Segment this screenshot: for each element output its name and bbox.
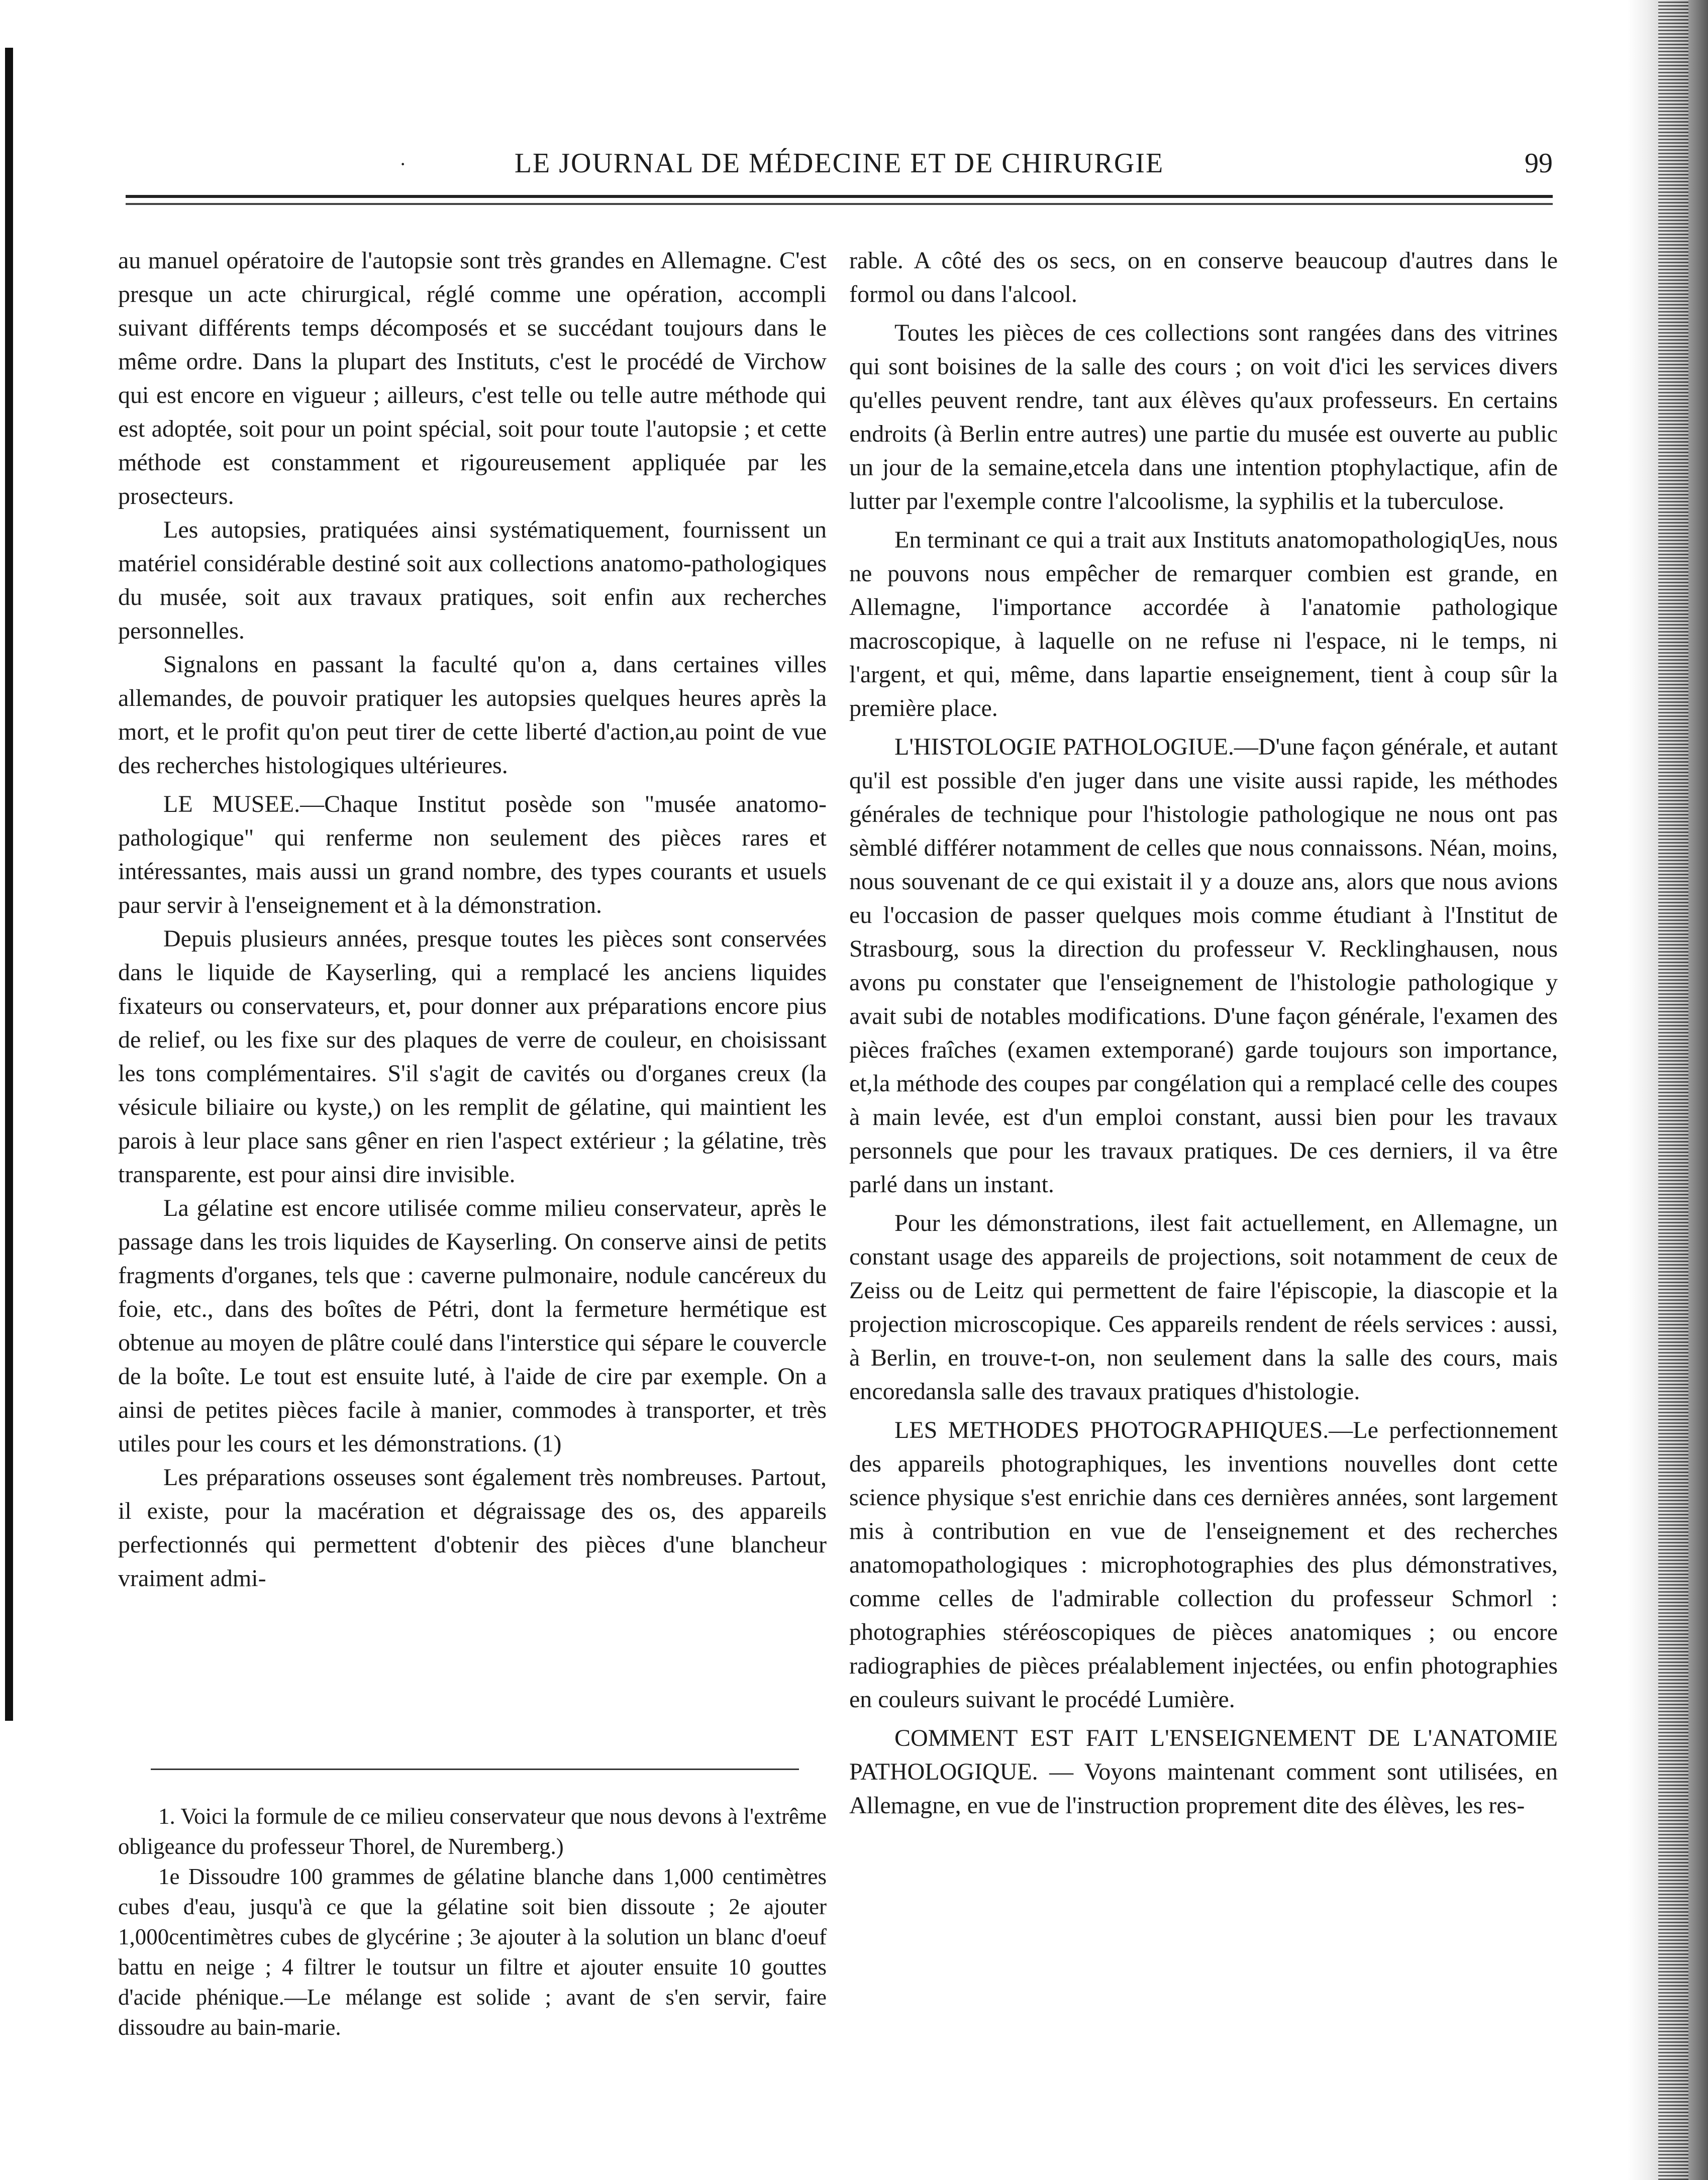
page-number: 99	[1525, 148, 1553, 179]
paragraph: rable. A côté des os secs, on en conserve beaucoup d'autres dans le formol ou dans l'alcool.	[849, 247, 1558, 307]
paragraph: Depuis plusieurs années, presque toutes les pièces sont conservées dans le liquide de Kayserling, qui a remplacé les anciens liquides fixateurs ou conservateurs, et, pour donner aux préparations encore pius de relief, ou les fixe sur des plaques de verre de couleur, en choisissant les tons complémentaires. S'il s'agit de cavités ou d'organes creux (la vésicule biliaire ou kyste,) on les remplit de gélatine, qui maintient les parois à leur place sans gêner en rien l'aspect extérieur ; la gélatine, très transparente, est pour ainsi dire invisible.	[118, 925, 827, 1188]
paragraph: Les autopsies, pratiquées ainsi systématiquement, fournissent un matériel considérable destiné soit aux collections anatomo-pathologiques du musée, soit aux travaux pratiques, soit enfin aux recherches personnelles.	[118, 516, 827, 644]
paragraph: au manuel opératoire de l'autopsie sont très grandes en Allemagne. C'est presque un acte chirurgical, réglé comme une opération, accompli suivant différents temps décomposés et se succédant toujours dans le même ordre. Dans la plupart des Instituts, c'est le procédé de Virchow qui est encore en vigueur ; ailleurs, c'est telle ou telle autre méthode qui est adoptée, soit pour un point spécial, soit pour toute l'autopsie ; et cette méthode est constamment et rigoureusement appliquée par les prosecteurs.	[118, 247, 827, 509]
right-column	[849, 244, 1558, 1822]
running-header	[126, 143, 1553, 188]
footnote: 1. Voici la formule de ce milieu conservateur que nous devons à l'extrême obligeance du professeur Thorel, de Nuremberg.)	[118, 1804, 827, 1859]
paragraph: Toutes les pièces de ces collections sont rangées dans des vitrines qui sont boisines de la salle des cours ; on voit d'ici les services divers qu'elles peuvent rendre, tant aux élèves qu'aux professeurs. En certains endroits (à Berlin entre autres) une partie du musée est ouverte au public un jour de la semaine,etcela dans une intention ptophylactique, afin de lutter par l'exemple contre l'alcoolisme, la syphilis et la tuberculose.	[849, 320, 1558, 514]
footnotes	[118, 1801, 827, 2042]
paragraph: La gélatine est encore utilisée comme milieu conservateur, après le passage dans les trois liquides de Kayserling. On conserve ainsi de petits fragments d'organes, tels que : caverne pulmonaire, nodule cancéreux du foie, etc., dans des boîtes de Pétri, dont la fermeture hermétique est obtenue au moyen de plâtre coulé dans l'interstice qui sépare le couvercle de la boîte. Le tout est ensuite luté, à l'aide de cire par exemple. On a ainsi de petites pièces facile à manier, commodes à transporter, et très utiles pour les cours et les démonstrations. (1)	[118, 1195, 827, 1457]
paragraph: En terminant ce qui a trait aux Instituts anatomopathologiqUes, nous ne pouvons nous empêcher de remarquer combien est grande, en Allemagne, l'importance accordée à l'anatomie pathologique macroscopique, à laquelle on ne refuse ni l'espace, ni le temps, ni l'argent, et qui, même, dans lapartie enseignement, tient à coup sûr la première place.	[849, 527, 1558, 721]
section-le-musee: LE MUSEE.—Chaque Institut posède son "musée anatomo-pathologique" qui renferme non seulement des pièces rares et intéressantes, mais aussi un grand nombre, des types courants et usuels paur servir à l'enseignement et à la démonstration.	[118, 791, 827, 918]
section-histologie-pathologique: L'HISTOLOGIE PATHOLOGIUE.—D'une façon générale, et autant qu'il est possible d'en juger dans une visite aussi rapide, les méthodes générales de technique pour l'histologie pathologique ne nous ont pas sèmblé différer notamment de celles que nous connaissons. Néan, moins, nous souvenant de ce qui existait il y a douze ans, alors que nous avions eu l'occasion de passer quelques mois comme étudiant à l'Institut de Strasbourg, sous la direction du professeur V. Recklinghausen, nous avons pu constater que l'enseignement de l'histologie pathologique y avait subi de notables modifications. D'une façon générale, l'examen des pièces fraîches (examen extemporané) garde toujours son importance, et,la méthode des coupes par congélation qui a remplacé celle des coupes à main levée, est d'un emploi constant, aussi bien pour les travaux personnels que pour les travaux pratiques. De ces derniers, il va être parlé dans un instant.	[849, 734, 1558, 1198]
journal-title: LE JOURNAL DE MÉDECINE ET DE CHIRURGIE	[514, 148, 1164, 179]
header-dot: ·	[399, 153, 407, 175]
left-column	[118, 244, 827, 1595]
paragraph: Signalons en passant la faculté qu'on a, dans certaines villes allemandes, de pouvoir pratiquer les autopsies quelques heures après la mort, et le profit qu'on peut tirer de cette liberté d'action,au point de vue des recherches histologiques ultérieures.	[118, 651, 827, 779]
section-methodes-photographiques: LES METHODES PHOTOGRAPHIQUES.—Le perfectionnement des appareils photographiques, les inventions nouvelles dont cette science physique s'est enrichie dans ces dernières années, sont largement mis à contribution en vue de l'enseignement et des recherches anatomopathologiques : microphotographies des plus démonstratives, comme celles de l'admirable collection du professeur Schmorl : photographies stéréoscopiques de pièces anatomiques ; ou encore radiographies de pièces préalablement injectées, ou enfin photographies en couleurs suivant le procédé Lumière.	[849, 1417, 1558, 1713]
section-enseignement: COMMENT EST FAIT L'ENSEIGNEMENT DE L'ANATOMIE PATHOLOGIQUE. — Voyons maintenant comment sont utilisées, en Allemagne, en vue de l'instruction proprement dite des élèves, les res-	[849, 1725, 1558, 1819]
scan-edge-left	[5, 48, 13, 1721]
paragraph: Les préparations osseuses sont également très nombreuses. Partout, il existe, pour la macération et dégraissage des os, des appareils perfectionnés qui permettent d'obtenir des pièces d'une blancheur vraiment admi-	[118, 1464, 827, 1592]
paragraph: Pour les démonstrations, ilest fait actuellement, en Allemagne, un constant usage des appareils de projections, soit notamment de ceux de Zeiss ou de Leitz qui permettent de faire l'épiscopie, la diascopie et la projection microscopique. Ces appareils rendent de réels services : aussi, à Berlin, en trouve-t-on, non seulement dans la salle des cours, mais encoredansla salle des travaux pratiques d'histologie.	[849, 1210, 1558, 1405]
footnote-recipe: 1e Dissoudre 100 grammes de gélatine blanche dans 1,000 centimètres cubes d'eau, jusqu'à ce que la gélatine soit bien dissoute ; 2e ajouter 1,000centimètres cubes de glycérine ; 3e ajouter à la solution un blanc d'oeuf battu en neige ; 4 filtrer le toutsur un filtre et ajouter ensuite 10 gouttes d'acide phénique.—Le mélange est solide ; avant de s'en servir, faire dissoudre au bain-marie.	[118, 1864, 827, 2040]
header-rule-thick	[126, 195, 1553, 198]
footnote-rule	[151, 1769, 799, 1770]
scan-edge-right-texture	[1658, 0, 1688, 2180]
header-rule-thin	[126, 203, 1553, 205]
